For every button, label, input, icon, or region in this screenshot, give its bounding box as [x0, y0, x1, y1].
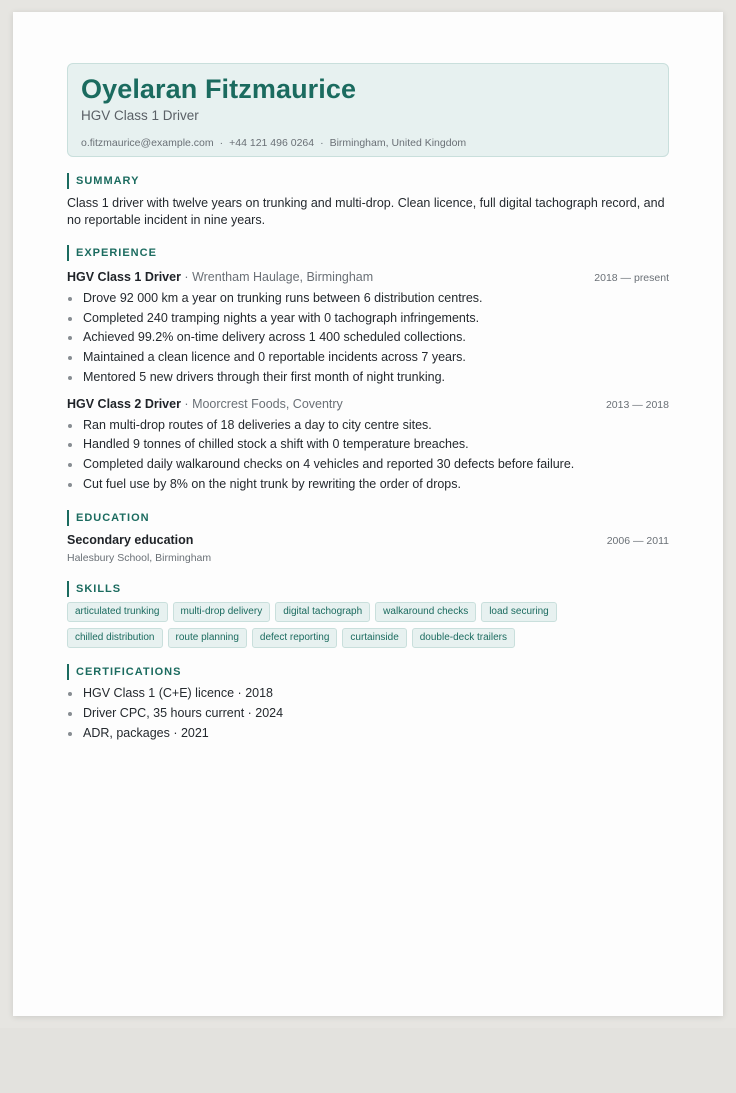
job-bullets	[67, 289, 669, 388]
job-entry	[67, 395, 669, 495]
skill-chip: digital tachograph	[275, 602, 370, 622]
job-bullet: Completed daily walkaround checks on 4 vehicles and reported 30 defects before failure.	[67, 455, 669, 475]
job-separator: ·	[180, 270, 193, 284]
resume-header	[67, 63, 669, 157]
skills-list	[67, 602, 627, 654]
job-heading	[67, 268, 373, 286]
skill-chip: curtainside	[342, 628, 406, 648]
certifications-list	[67, 684, 669, 743]
backdrop-band	[0, 1028, 736, 1093]
contact-email[interactable]: o.fitzmaurice@example.com	[81, 137, 214, 149]
job-bullet: Mentored 5 new drivers through their first month of night trunking.	[67, 368, 669, 388]
job-bullet: Cut fuel use by 8% on the night trunk by rewriting the order of drops.	[67, 475, 669, 495]
candidate-name: Oyelaran Fitzmaurice	[81, 74, 357, 104]
job-dates: 2018 — present	[594, 272, 669, 284]
certification-item: ADR, packages · 2021	[67, 724, 669, 744]
skill-chip: defect reporting	[252, 628, 338, 648]
skill-chip: walkaround checks	[375, 602, 476, 622]
section-title-skills: SKILLS	[67, 581, 669, 597]
job-title: HGV Class 2 Driver	[67, 396, 181, 411]
contact-separator: ·	[320, 137, 324, 149]
skill-chip: load securing	[481, 602, 556, 622]
candidate-role: HGV Class 1 Driver	[81, 108, 199, 123]
skill-chip: double-deck trailers	[412, 628, 515, 648]
certification-item: HGV Class 1 (C+E) licence · 2018	[67, 684, 669, 704]
section-title-summary: SUMMARY	[67, 173, 669, 189]
contact-line	[81, 136, 655, 150]
resume-content	[67, 63, 669, 743]
job-bullet: Maintained a clean licence and 0 reportable incidents across 7 years.	[67, 348, 669, 368]
education-heading	[67, 531, 193, 549]
job-separator: ·	[180, 396, 193, 411]
section-title-experience: EXPERIENCE	[67, 245, 669, 261]
job-title: HGV Class 1 Driver	[67, 270, 181, 284]
job-bullet: Handled 9 tonnes of chilled stock a shift with 0 temperature breaches.	[67, 435, 669, 455]
skill-chip: route planning	[168, 628, 247, 648]
education-dates: 2006 — 2011	[606, 535, 669, 548]
section-title-certifications: CERTIFICATIONS	[67, 664, 669, 680]
certification-item: Driver CPC, 35 hours current · 2024	[67, 704, 669, 724]
job-entry	[67, 268, 669, 388]
job-bullet: Drove 92 000 km a year on trunking runs between 6 distribution centres.	[67, 289, 669, 309]
summary-text: Class 1 driver with twelve years on trunking and multi-drop. Clean licence, full digital tachograph record, and no reportable incident in nine years.	[67, 196, 665, 227]
job-company: Wrentham Haulage, Birmingham	[192, 270, 374, 284]
skill-chip: articulated trunking	[67, 602, 168, 622]
job-bullet: Achieved 99.2% on-time delivery across 1 400 scheduled collections.	[67, 328, 669, 348]
education-header	[67, 531, 669, 550]
job-heading	[67, 395, 343, 413]
job-bullet: Ran multi-drop routes of 18 deliveries a day to city centre sites.	[67, 416, 669, 436]
education-degree: Secondary education	[67, 533, 194, 548]
job-header	[67, 268, 669, 287]
skill-chip: multi-drop delivery	[173, 602, 271, 622]
section-title-education: EDUCATION	[67, 510, 669, 526]
contact-phone[interactable]: +44 121 496 0264	[229, 137, 315, 149]
contact-separator: ·	[219, 137, 224, 149]
job-bullet: Completed 240 tramping nights a year with 0 tachograph infringements.	[67, 309, 669, 329]
skill-chip: chilled distribution	[67, 628, 163, 648]
job-dates: 2013 — 2018	[605, 398, 669, 411]
contact-location: Birmingham, United Kingdom	[329, 137, 467, 149]
job-header	[67, 395, 669, 414]
education-school: Halesbury School, Birmingham	[67, 552, 212, 565]
resume-page	[13, 12, 723, 1016]
job-company: Moorcrest Foods, Coventry	[192, 396, 343, 411]
job-bullets	[67, 416, 669, 495]
